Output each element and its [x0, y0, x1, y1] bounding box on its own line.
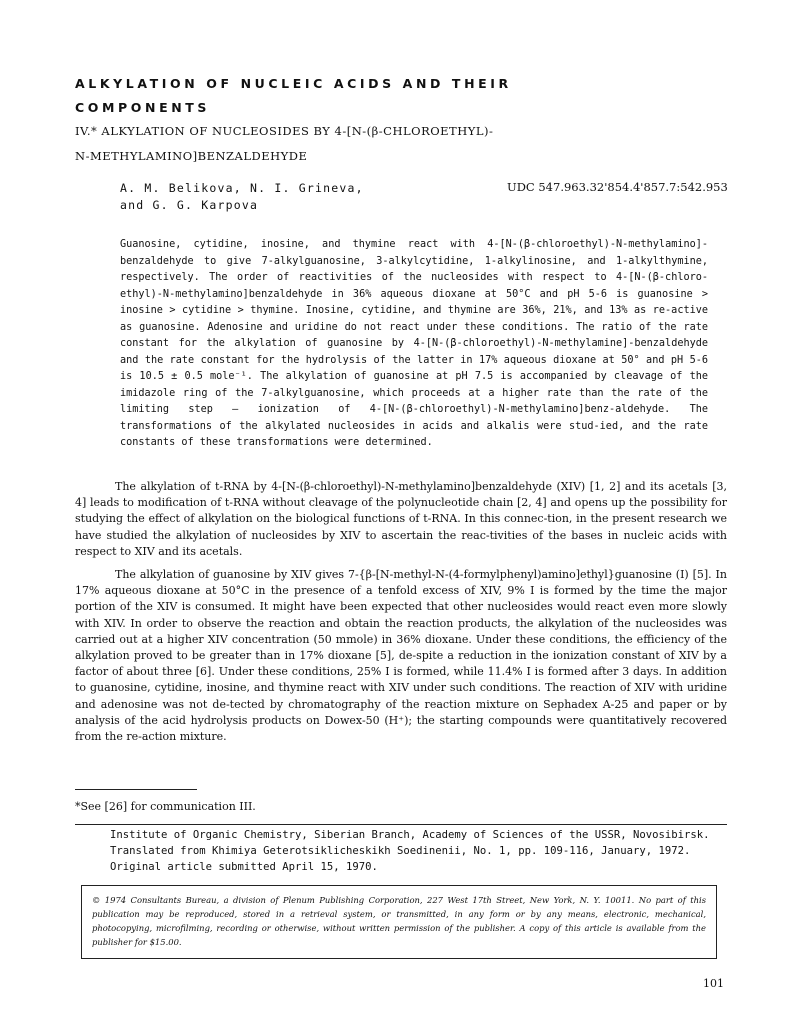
title-line-2: COMPONENTS [75, 100, 211, 115]
footnote-divider [75, 789, 197, 790]
page-number: 101 [703, 977, 724, 990]
copyright-text: © 1974 Consultants Bureau, a division of Plenum Publishing Corporation, 227 West 17th Street, New York, N. Y. 10011. No part of this publication may be reproduced, stored in a retrieval system, or transmitted, in any form or by any means, electronic, mechanical, photocopying, microfilming, recording or otherwise, without written permission of the publisher. A copy of this article is available from the publisher for $15.00. [92, 895, 706, 947]
subtitle-line-2: N-METHYLAMINO]BENZALDEHYDE [75, 149, 308, 163]
authors [120, 180, 364, 214]
institute-note: Institute of Organic Chemistry, Siberian Branch, Academy of Sciences of the USSR, Novosibirsk. Translated from Khimiya Geterotsiklicheskikh Soedinenii, No. 1, pp. 109-116, January, 1972. Original article submitted April 15, 1970. [110, 829, 710, 873]
authors-line-2: and G. G. Karpova [120, 198, 259, 212]
abstract: Guanosine, cytidine, inosine, and thymine react with 4-[N-(β-chloroethyl)-N-methylamino]-benzaldehyde to give 7-alkylguanosine, 3-alkylcytidine, 1-alkylinosine, and 1-alkylthymine, respectively. The order of reactivities of the nucleosides with respect to 4-[N-(β-chloro-ethyl)-N-methylamino]benzaldehyde in 36% aqueous dioxane at 50°C and pH 5-6 is guanosine > inosine > cytidine > thymine. Inosine, cytidine, and thymine are 36%, 21%, and 13% as re-active as guanosine. Adenosine and uridine do not react under these conditions. The ratio of the rate constant for the alkylation of guanosine by 4-[N-(β-chloroethyl)-N-methylamine]-benzaldehyde and the rate constant for the hydrolysis of the latter in 17% aqueous dioxane at 50° and pH 5-6 is 10.5 ± 0.5 mole⁻¹. The alkylation of guanosine at pH 7.5 is accompanied by cleavage of the imidazole ring of the 7-alkylguanosine, which proceeds at a higher rate than the rate of the limiting step — ionization of 4-[N-(β-chloroethyl)-N-methylamino]benz-aldehyde. The transformations of the alkylated nucleosides in acids and alkalis were stud-ied, and the rate constants of these transformations were determined. [120, 239, 708, 448]
copyright-box [81, 885, 717, 959]
body-paragraph-1: The alkylation of t-RNA by 4-[N-(β-chloroethyl)-N-methylamino]benzaldehyde (XIV) [1, 2] and its acetals [3, 4] leads to modification of t-RNA without cleavage of the polynucleotide chain [2, 4] and opens up the possibility for studying the effect of alkylation on the biological functions of t-RNA. In this connec-tion, in the present research we have studied the alkylation of nucleosides by XIV to ascertain the reac-tivities of the bases in nucleic acids with respect to XIV and its acetals. [75, 480, 727, 558]
body-paragraph-2: The alkylation of guanosine by XIV gives 7-{β-[N-methyl-N-(4-formylphenyl)amino]ethyl}guanosine (I) [5]. In 17% aqueous dioxane at 50°C in the presence of a tenfold excess of XIV, 9% I is formed by the time the major portion of the XIV is consumed. It might have been expected that other nucleosides would react even more slowly with XIV. In order to observe the reaction and obtain the reaction products, the alkylation of the nucleosides was carried out at a higher XIV concentration (50 mmole) in 36% dioxane. Under these conditions, the efficiency of the alkylation proved to be greater than in 17% dioxane [5], de-spite a reduction in the ionization constant of XIV by a factor of about three [6]. Under these conditions, 25% I is formed, while 11.4% I is formed after 3 days. In addition to guanosine, cytidine, inosine, and thymine react with XIV under such conditions. The reaction of XIV with uridine and adenosine was not de-tected by chromatography of the reaction mixture on Sephadex A-25 and paper or by analysis of the acid hydrolysis products on Dowex-50 (H⁺); the starting compounds were quantitatively recovered from the re-action mixture. [75, 568, 727, 744]
title-line-1: ALKYLATION OF NUCLEIC ACIDS AND THEIR [75, 76, 512, 91]
footnote: *See [26] for communication III. [75, 800, 256, 813]
subtitle-line-1: IV.* ALKYLATION OF NUCLEOSIDES BY 4-[N-(β-CHLOROETHYL)- [75, 124, 494, 138]
udc-code: UDC 547.963.32'854.4'857.7:542.953 [507, 180, 728, 194]
institute-divider [75, 824, 727, 825]
authors-line-1: A. M. Belikova, N. I. Grineva, [120, 181, 364, 195]
